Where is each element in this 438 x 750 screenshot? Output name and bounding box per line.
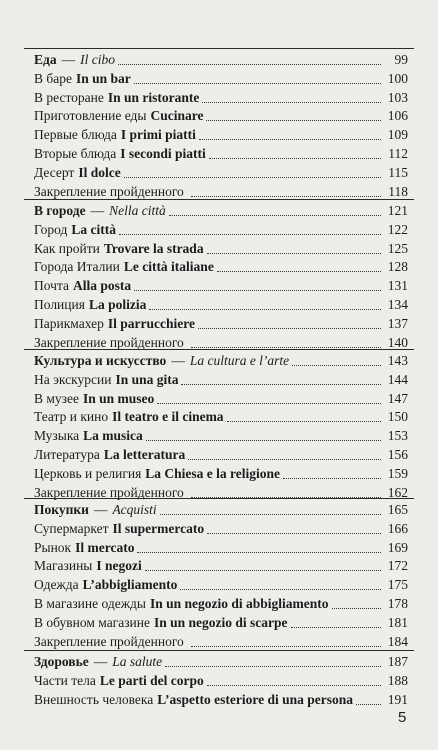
entry-title-ru: В музее [34,390,79,406]
entry-page-number: 156 [387,447,408,462]
entry-page-number: 128 [387,259,408,275]
dot-leader [134,290,381,291]
entry-page-number: 175 [387,577,408,593]
entry-page-number: 178 [387,596,408,611]
entry-title-it: L’aspetto esteriore di una persona [157,691,354,707]
entry-title-ru: В магазине одежды [34,596,146,611]
page-number: 5 [398,709,407,726]
entry-title-it: La cultura e l’arte [189,353,290,368]
entry-page-number: 162 [387,484,408,500]
entry-page-number: 112 [388,146,408,161]
em-dash: — [90,203,105,218]
em-dash: — [93,502,108,517]
section-divider [24,48,414,49]
entry-title-ru: Закрепление пройденного [34,183,184,199]
dot-leader [188,459,381,460]
toc-section-heading [34,352,408,370]
entry-page-number: 121 [387,203,408,218]
entry-title-ru: Десерт [34,164,75,180]
dot-leader [118,64,381,65]
entry-title-ru: Приготовление еды [34,108,147,124]
dot-leader [165,666,381,667]
toc-entry [34,89,408,107]
toc-section-heading [34,202,408,220]
entry-title-it: Il supermercato [112,520,205,536]
entry-page-number: 150 [387,409,408,425]
entry-title-ru: Рынок [34,539,72,555]
toc-entry [34,446,408,464]
entry-page-number: 125 [387,240,408,256]
entry-title-it: In una gita [115,371,179,387]
dot-leader [169,215,381,216]
toc-entry [34,145,408,163]
entry-title-it: I negozi [96,558,142,574]
dot-leader [207,533,381,534]
entry-title-ru: Еда [34,52,57,67]
dot-leader [119,234,381,235]
toc-entry [34,520,408,538]
entry-page-number: 153 [387,428,408,444]
toc-section-heading [34,653,408,671]
dot-leader [157,403,381,404]
entry-title-it: In un negozio di abbigliamento [150,596,329,611]
dot-leader [217,271,381,272]
toc-entry [34,576,408,594]
toc-entry [34,557,408,575]
toc-entry [34,296,408,314]
toc-section-heading [34,51,408,69]
toc-entry [34,277,408,295]
toc-entry [34,164,408,182]
entry-title-ru: Супермаркет [34,520,109,536]
entry-title-ru: Полиция [34,297,85,312]
entry-title-ru: Музыка [34,428,80,444]
entry-title-ru: В городе [34,203,86,218]
entry-page-number: 181 [387,614,408,630]
em-dash: — [171,353,185,368]
dot-leader [137,552,381,553]
entry-title-it: Il dolce [78,164,121,180]
toc-entry [34,221,408,239]
entry-title-it: In un negozio di scarpe [154,614,288,630]
entry-page-number: 184 [387,633,408,649]
toc-entry [34,595,408,613]
entry-title-ru: Культура и искусство [34,353,167,368]
entry-page-number: 159 [387,465,408,481]
toc-entry [34,633,408,651]
entry-title-it: La letteratura [103,447,186,462]
dot-leader [207,685,381,686]
entry-title-it: Alla posta [73,278,132,294]
entry-title-ru: Закрепление пройденного [34,334,184,350]
dot-leader [202,102,381,103]
entry-page-number: 165 [387,502,408,517]
toc-entry [34,390,408,408]
entry-title-ru: На экскурсии [34,371,112,387]
entry-title-ru: Части тела [34,672,96,688]
toc-section-heading [34,501,408,519]
entry-page-number: 99 [394,52,408,67]
toc-entry [34,691,408,709]
entry-title-ru: В ресторане [34,89,104,105]
entry-title-it: Cucinare [150,108,204,124]
entry-title-ru: Почта [34,278,69,294]
toc-entry [34,672,408,690]
dot-leader [134,83,381,84]
entry-title-ru: Театр и кино [34,409,109,425]
entry-title-it: Il mercato [75,539,135,555]
dot-leader [332,608,381,609]
entry-page-number: 137 [387,315,408,331]
entry-title-it: I secondi piatti [120,146,206,161]
entry-title-it: Le parti del corpo [99,672,204,688]
dot-leader [207,253,381,254]
dot-leader [191,646,381,647]
toc-entry [34,371,408,389]
toc-entry [34,107,408,125]
dot-leader [145,570,381,571]
entry-page-number: 100 [387,70,408,86]
entry-title-ru: Города Италии [34,259,120,275]
entry-title-ru: В обувном магазине [34,614,150,630]
entry-page-number: 144 [387,371,408,387]
entry-title-it: La polizia [88,297,147,312]
entry-title-it: Le città italiane [123,259,214,275]
dot-leader [149,309,381,310]
entry-page-number: 140 [387,334,408,350]
entry-page-number: 147 [387,390,408,406]
entry-title-ru: Как пройти [34,240,100,256]
entry-title-it: Il teatro e il cinema [112,409,224,425]
entry-page-number: 118 [388,183,408,199]
dot-leader [181,384,381,385]
entry-title-it: Trovare la strada [103,240,204,256]
dot-leader [292,365,381,366]
entry-title-it: La salute [112,654,163,669]
entry-page-number: 122 [387,221,408,237]
entry-title-ru: Город [34,221,68,237]
toc-entry [34,427,408,445]
dot-leader [356,704,381,705]
entry-page-number: 131 [387,278,408,294]
entry-title-it: La città [71,221,116,237]
toc-entry [34,126,408,144]
entry-title-ru: Одежда [34,577,79,593]
entry-title-ru: В баре [34,70,72,86]
entry-page-number: 106 [387,108,408,124]
entry-title-it: Il cibo [80,52,115,67]
dot-leader [124,177,381,178]
entry-title-it: In un bar [75,70,131,86]
entry-title-ru: Закрепление пройденного [34,633,184,649]
entry-title-ru: Первые блюда [34,127,117,143]
entry-title-ru: Вторые блюда [34,146,117,161]
entry-title-it: L’abbigliamento [82,577,178,593]
entry-title-ru: Здоровье [34,654,89,669]
toc-entry [34,539,408,557]
entry-title-it: Nella città [109,203,166,218]
entry-page-number: 169 [387,539,408,555]
dot-leader [291,627,381,628]
entry-title-ru: Парикмахер [34,315,104,331]
entry-title-it: I primi piatti [120,127,196,143]
entry-page-number: 134 [387,297,408,312]
dot-leader [180,589,381,590]
entry-page-number: 188 [387,672,408,688]
entry-page-number: 172 [387,558,408,574]
toc-entry [34,465,408,483]
dot-leader [191,196,381,197]
entry-title-it: In un ristorante [107,89,200,105]
toc-entry [34,614,408,632]
dot-leader [227,421,381,422]
toc-entry [34,408,408,426]
entry-title-it: La musica [83,428,143,444]
section-divider [24,650,414,651]
toc-entry [34,315,408,333]
entry-page-number: 109 [387,127,408,143]
entry-title-ru: Внешность человека [34,691,154,707]
entry-title-ru: Церковь и религия [34,465,142,481]
toc-entry [34,240,408,258]
section-divider [24,349,414,350]
entry-page-number: 187 [387,654,408,669]
dot-leader [191,347,381,348]
entry-title-it: Il parrucchiere [107,315,195,331]
entry-title-it: Acquisti [112,502,157,517]
dot-leader [199,139,381,140]
entry-title-it: In un museo [83,390,155,406]
toc-entry [34,258,408,276]
dot-leader [283,478,381,479]
em-dash: — [61,52,76,67]
entry-title-ru: Покупки [34,502,89,517]
entry-title-ru: Литература [34,447,100,462]
dot-leader [198,328,381,329]
entry-title-ru: Закрепление пройденного [34,484,184,500]
dot-leader [209,158,381,159]
entry-page-number: 103 [387,89,408,105]
entry-page-number: 115 [388,164,408,180]
dot-leader [160,514,381,515]
em-dash: — [93,654,108,669]
toc-entry [34,183,408,201]
entry-page-number: 166 [387,520,408,536]
entry-title-it: La Chiesa e la religione [145,465,281,481]
dot-leader [206,120,381,121]
dot-leader [146,440,381,441]
entry-title-ru: Магазины [34,558,93,574]
section-divider [24,199,414,200]
entry-page-number: 143 [387,353,408,368]
section-divider [24,498,414,499]
entry-page-number: 191 [387,691,408,707]
toc-entry [34,70,408,88]
